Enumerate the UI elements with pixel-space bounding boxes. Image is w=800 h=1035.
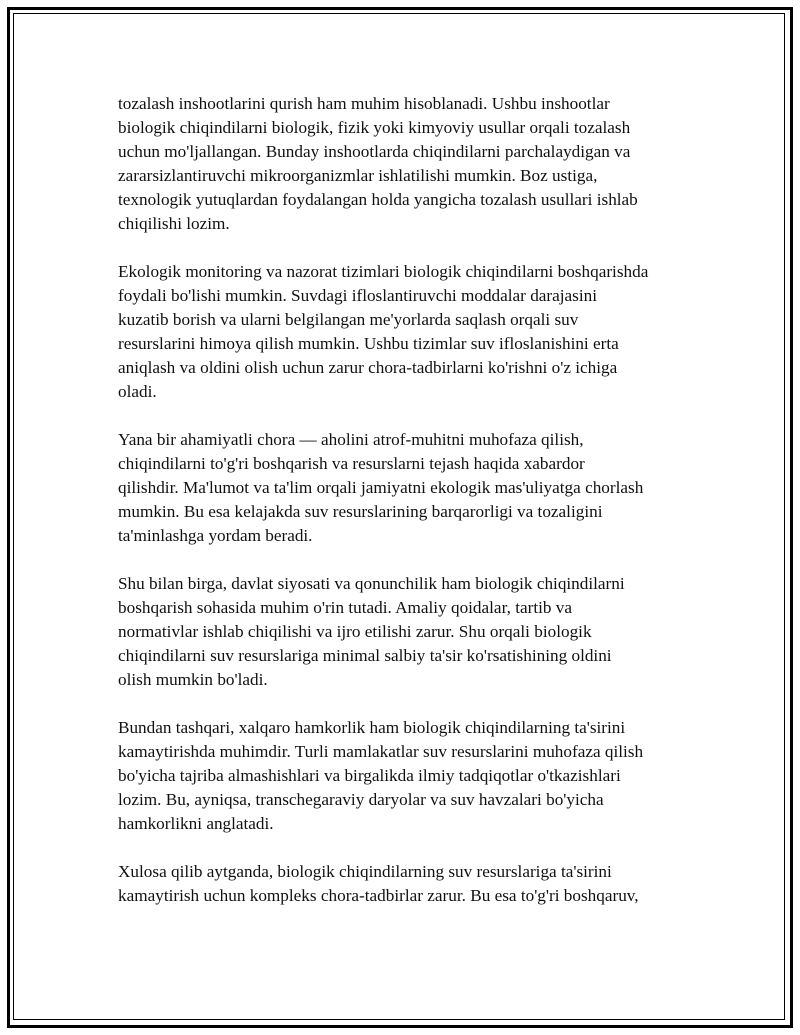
document-body <box>118 92 698 932</box>
text-line: olish mumkin bo'ladi. <box>118 670 268 689</box>
text-line: Xulosa qilib aytganda, biologik chiqindilarning suv resurslariga ta'sirini <box>118 862 612 881</box>
text-line: uchun mo'ljallangan. Bunday inshootlarda chiqindilarni parchalaydigan va <box>118 142 631 161</box>
text-line: oladi. <box>118 382 157 401</box>
text-line: kamaytirish uchun kompleks chora-tadbirlar zarur. Bu esa to'g'ri boshqaruv, <box>118 886 639 905</box>
paragraph-1 <box>118 92 698 236</box>
text-line: chiqindilarni to'g'ri boshqarish va resurslarni tejash haqida xabardor <box>118 454 585 473</box>
text-line: kuzatib borish va ularni belgilangan me'yorlarda saqlash orqali suv <box>118 310 579 329</box>
text-line: zararsizlantiruvchi mikroorganizmlar ishlatilishi mumkin. Boz ustiga, <box>118 166 598 185</box>
text-line: mumkin. Bu esa kelajakda suv resurslarining barqarorligi va tozaligini <box>118 502 603 521</box>
text-line: bo'yicha tajriba almashishlari va birgalikda ilmiy tadqiqotlar o'tkazishlari <box>118 766 621 785</box>
text-line: chiqindilarni suv resurslariga minimal salbiy ta'sir ko'rsatishining oldini <box>118 646 612 665</box>
paragraph-3 <box>118 428 698 548</box>
text-line: ta'minlashga yordam beradi. <box>118 526 313 545</box>
text-line: normativlar ishlab chiqilishi va ijro etilishi zarur. Shu orqali biologik <box>118 622 592 641</box>
text-line: Ekologik monitoring va nazorat tizimlari biologik chiqindilarni boshqarishda <box>118 262 649 281</box>
text-line: texnologik yutuqlardan foydalangan holda yangicha tozalash usullari ishlab <box>118 190 638 209</box>
text-line: Bundan tashqari, xalqaro hamkorlik ham biologik chiqindilarning ta'sirini <box>118 718 626 737</box>
text-line: boshqarish sohasida muhim o'rin tutadi. Amaliy qoidalar, tartib va <box>118 598 572 617</box>
text-line: hamkorlikni anglatadi. <box>118 814 274 833</box>
paragraph-2 <box>118 260 698 404</box>
paragraph-6 <box>118 860 698 908</box>
text-line: qilishdir. Ma'lumot va ta'lim orqali jamiyatni ekologik mas'uliyatga chorlash <box>118 478 644 497</box>
text-line: biologik chiqindilarni biologik, fizik yoki kimyoviy usullar orqali tozalash <box>118 118 631 137</box>
text-line: foydali bo'lishi mumkin. Suvdagi ifloslantiruvchi moddalar darajasini <box>118 286 598 305</box>
paragraph-5 <box>118 716 698 836</box>
text-line: aniqlash va oldini olish uchun zarur chora-tadbirlarni ko'rishni o'z ichiga <box>118 358 618 377</box>
text-line: tozalash inshootlarini qurish ham muhim hisoblanadi. Ushbu inshootlar <box>118 94 610 113</box>
text-line: resurslarini himoya qilish mumkin. Ushbu tizimlar suv ifloslanishini erta <box>118 334 619 353</box>
text-line: lozim. Bu, ayniqsa, transchegaraviy daryolar va suv havzalari bo'yicha <box>118 790 604 809</box>
text-line: chiqilishi lozim. <box>118 214 230 233</box>
text-line: Shu bilan birga, davlat siyosati va qonunchilik ham biologik chiqindilarni <box>118 574 625 593</box>
text-line: kamaytirishda muhimdir. Turli mamlakatlar suv resurslarini muhofaza qilish <box>118 742 644 761</box>
text-line: Yana bir ahamiyatli chora — aholini atrof-muhitni muhofaza qilish, <box>118 430 584 449</box>
paragraph-4 <box>118 572 698 692</box>
